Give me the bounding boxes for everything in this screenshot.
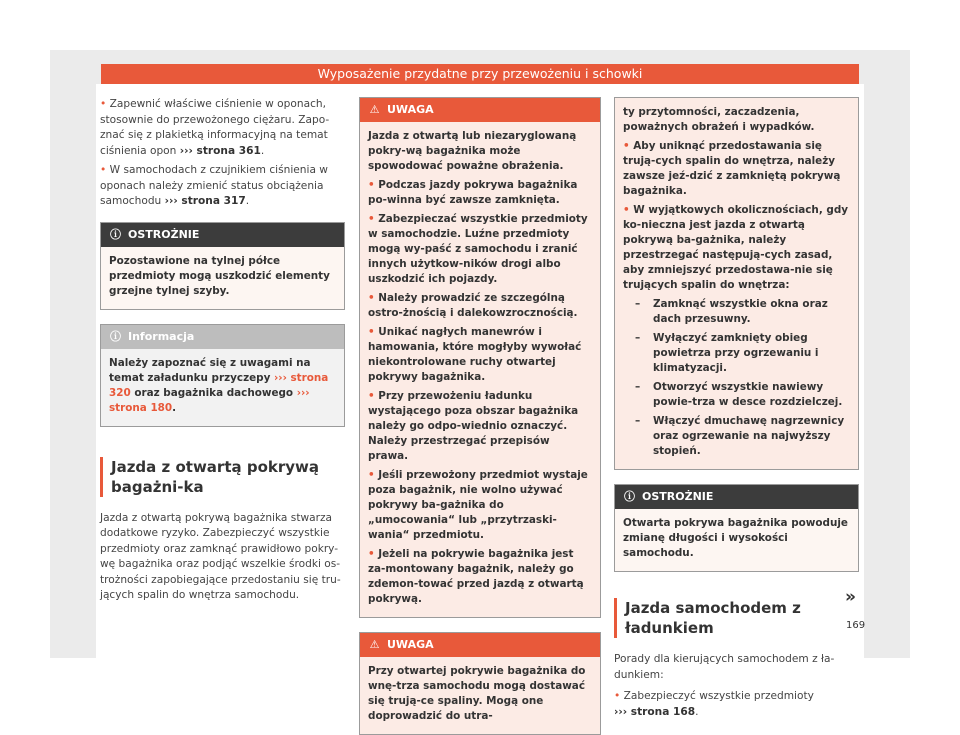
- column-2: [359, 97, 601, 735]
- column-3: [614, 97, 859, 720]
- bullet-dot-icon: •: [614, 690, 624, 702]
- bullet-dot-icon: •: [368, 548, 379, 560]
- info-box: [100, 324, 345, 427]
- warning-box: [359, 632, 601, 735]
- caution-icon: ⓘ: [110, 227, 121, 241]
- info-text: Należy zapoznać się z uwagami na temat załadunku przyczepy ››› strona 320 oraz bagażnika dachowego ››› strona 180.: [101, 349, 344, 426]
- warning-box: [359, 97, 601, 618]
- caution-header: ⓘ OSTROŻNIE: [615, 485, 858, 509]
- caution-box: [614, 484, 859, 572]
- bullet-paragraph: • W samochodach z czujnikiem ciśnienia w oponach należy zmienić status obciążenia samochodu ››› strona 317.: [100, 164, 328, 207]
- bullet-dot-icon: •: [368, 292, 379, 304]
- page-reference-link[interactable]: ››› strona 168: [614, 705, 696, 718]
- caution-text: Pozostawione na tylnej półce przedmioty mogą uszkodzić elementy grzejne tylnej szyby.: [101, 247, 344, 309]
- dash-list-item: – Wyłączyć zamknięty obieg powietrza przy ogrzewaniu i klimatyzacji.: [635, 331, 850, 376]
- warning-item: • Jeśli przewożony przedmiot wystaje poza bagażnik, nie wolno używać pokrywy ba-gażnika do „umocowania“ lub „przytrzaski-wania“ przedmiotu.: [368, 469, 588, 541]
- section-heading: Jazda samochodem z ładunkiem: [614, 598, 859, 638]
- section-heading: Jazda z otwartą pokrywą bagażni-ka: [100, 457, 345, 497]
- warning-continued-body: ty przytomności, zaczadzenia, poważnych obrażeń i wypadków. • Aby uniknąć przedostawania się trują-cych spalin do wnętrza, należy zawsze jeź-dzić z zamkniętą pokrywą bagażnika. • W wyjątkowych okolicznościach, gdy ko-nieczna jest jazda z otwartą pokrywą ba-gażnika, należy przestrzegać następują-cych zasad, aby zmniejszyć przedostawa-nie się trujących spalin do wnętrza: – Zamknąć wszystkie okna oraz dach przesuwny. – Wyłączyć zamknięty obieg powietrza przy ogrzewaniu i klimatyzacji. – Otworzyć wszystkie nawiewy powie-trza w desce rozdzielczej. – Włączyć dmuchawę nagrzewnicy oraz ogrzewanie na najwyższy stopień.: [615, 98, 858, 469]
- page-reference-link[interactable]: ››› strona 317: [164, 195, 246, 207]
- caution-header: ⓘ OSTROŻNIE: [101, 223, 344, 247]
- warning-list: [368, 178, 592, 607]
- warning-header: ⚠ UWAGA: [360, 98, 600, 122]
- warning-triangle-icon: ⚠: [369, 638, 380, 651]
- bullet-dot-icon: •: [368, 326, 379, 338]
- page-reference-link[interactable]: ››› strona 180: [109, 386, 310, 414]
- dash-list-item: – Zamknąć wszystkie okna oraz dach przesuwny.: [635, 297, 850, 327]
- caution-box: [100, 222, 345, 310]
- info-icon: ⓘ: [110, 329, 121, 343]
- warning-triangle-icon: ⚠: [369, 103, 380, 116]
- page-header: Wyposażenie przydatne przy przewożeniu i schowki: [101, 64, 859, 84]
- page-reference-link[interactable]: ››› strona 320: [109, 371, 329, 399]
- page-reference-link[interactable]: ››› strona 361: [179, 144, 261, 157]
- caution-icon: ⓘ: [624, 490, 635, 503]
- bullet-dot-icon: •: [623, 140, 634, 152]
- section-text: Jazda z otwartą pokrywą bagażnika stwarza dodatkowe ryzyko. Zabezpieczyć wszystkie przedmioty oraz zamknąć prawidłowo pokry-wę bagażnika oraz podjąć wszelkie środki os-trożności zapobiegające przedostaniu się tru-jących spalin do wnętrza samochodu.: [100, 511, 341, 601]
- warning-item: • Unikać nagłych manewrów i hamowania, które mogłyby wywołać niekontrolowane ruchy otwartej pokrywy bagażnika.: [368, 326, 582, 383]
- warning-item: • W wyjątkowych okolicznościach, gdy ko-nieczna jest jazda z otwartą pokrywą ba-gażnika, należy przestrzegać następują-cych zasad, aby zmniejszyć przedostawa-nie się trujących spalin do wnętrza:: [623, 204, 849, 291]
- warning-continued-box: [614, 97, 859, 470]
- warning-body: Przy otwartej pokrywie bagażnika do wnę-trza samochodu mogą dostawać się trują-ce spaliny. Mogą one doprowadzić do utra-: [360, 657, 600, 734]
- bullet-dot-icon: •: [623, 204, 634, 216]
- warning-header: ⚠ UWAGA: [360, 633, 600, 657]
- bullet-paragraph: • Zabezpieczyć wszystkie przedmioty ››› strona 168.: [614, 690, 814, 718]
- dash-list-item: – Włączyć dmuchawę nagrzewnicy oraz ogrzewanie na najwyższy stopień.: [635, 414, 850, 459]
- bullet-paragraph: • Zapewnić właściwe ciśnienie w oponach, stosownie do przewożonego ciężaru. Zapo-znać się z plakietką informacyjną na temat ciśnienia opon ››› strona 361.: [100, 98, 330, 157]
- bullet-dot-icon: •: [368, 390, 379, 402]
- dash-list: [635, 297, 850, 459]
- warning-item: • Aby uniknąć przedostawania się trują-cych spalin do wnętrza, należy zawsze jeź-dzić z zamkniętą pokrywą bagażnika.: [623, 140, 841, 197]
- bullet-dot-icon: •: [368, 213, 379, 225]
- bullet-dot-icon: •: [368, 179, 379, 191]
- warning-body: Jazda z otwartą lub niezaryglowaną pokry-wą bagażnika może spowodować poważne obrażenia. • Podczas jazdy pokrywa bagażnika po-winna być zawsze zamknięta. • Zabezpieczać wszystkie przedmioty w samochodzie. Luźne przedmioty mogą wy-paść z samochodu i zranić innych użytkow-ników drogi albo uszkodzić ich pojazdy. • Należy prowadzić ze szczególną ostro-żnością i dalekowzrocznością. • Unikać nagłych manewrów i hamowania, które mogłyby wywołać niekontrolowane ruchy otwartej pokrywy bagażnika. • Przy przewożeniu ładunku wystającego poza obszar bagażnika należy go odpo-wiednio oznaczyć. Należy przestrzegać przepisów prawa. • Jeśli przewożony przedmiot wystaje poza bagażnik, nie wolno używać pokrywy ba-gażnika do „umocowania“ lub „przytrzaski-wania“ przedmiotu. • Jeżeli na pokrywie bagażnika jest za-montowany bagażnik, należy go zdemon-tować przed jazdą z otwartą pokrywą.: [360, 122, 600, 617]
- info-header: ⓘ Informacja: [101, 325, 344, 349]
- column-1: [100, 97, 345, 604]
- caution-text: Otwarta pokrywa bagażnika powoduje zmianę długości i wysokości samochodu.: [615, 509, 858, 571]
- bullet-dot-icon: •: [368, 469, 379, 481]
- bullet-dot-icon: •: [100, 98, 110, 110]
- warning-item: • Przy przewożeniu ładunku wystającego poza obszar bagażnika należy go odpo-wiednio oznaczyć. Należy przestrzegać przepisów prawa.: [368, 390, 579, 462]
- warning-item: • Należy prowadzić ze szczególną ostro-żnością i dalekowzrocznością.: [368, 292, 578, 319]
- dash-list-item: – Otworzyć wszystkie nawiewy powie-trza w desce rozdzielczej.: [635, 380, 850, 410]
- page-number: 169: [846, 620, 866, 631]
- warning-item: • Jeżeli na pokrywie bagażnika jest za-montowany bagażnik, należy go zdemon-tować przed jazdą z otwartą pokrywą.: [368, 548, 584, 605]
- warning-item: • Podczas jazdy pokrywa bagażnika po-winna być zawsze zamknięta.: [368, 179, 578, 206]
- section-text: Porady dla kierujących samochodem z ła-dunkiem:: [614, 653, 835, 681]
- bullet-dot-icon: •: [100, 164, 110, 176]
- warning-item: • Zabezpieczać wszystkie przedmioty w samochodzie. Luźne przedmioty mogą wy-paść z samochodu i zranić innych użytkow-ników drogi albo uszkodzić ich pojazdy.: [368, 213, 588, 285]
- continued-arrow-icon: »: [845, 587, 856, 607]
